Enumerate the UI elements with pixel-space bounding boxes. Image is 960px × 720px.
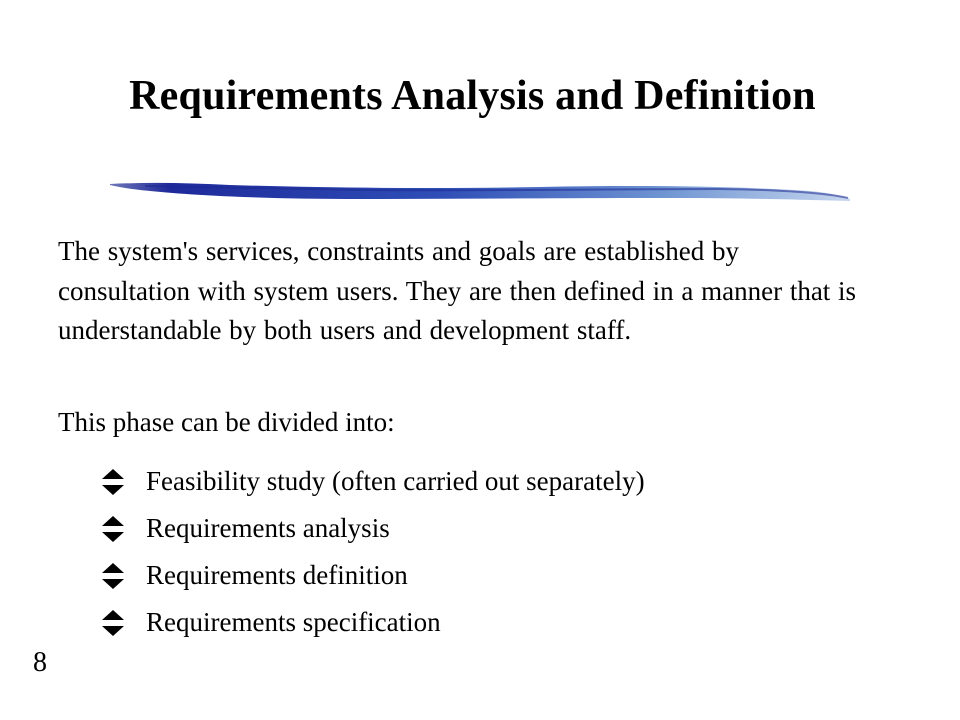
description-paragraph: The system's services, constraints and goals are established by consultation with system users. They are then defined in a manner that is understandable by both users and development staff. (58, 236, 857, 345)
phase-bullet-list (100, 458, 645, 646)
double-triangle-bullet-icon (100, 608, 126, 638)
bullet-item-requirements-definition (100, 552, 645, 599)
bullet-label: Requirements specification (146, 607, 441, 637)
bullet-item-requirements-analysis (100, 505, 645, 552)
double-triangle-bullet-icon (100, 467, 126, 497)
bullet-label: Feasibility study (often carried out separately) (146, 466, 645, 496)
slide-title: Requirements Analysis and Definition (129, 73, 816, 119)
bullet-label: Requirements analysis (146, 513, 390, 543)
double-triangle-bullet-icon (100, 561, 126, 591)
brush-stroke-divider (110, 176, 850, 208)
bullet-item-feasibility-study (100, 458, 645, 505)
page-number: 8 (33, 647, 47, 678)
bullet-item-requirements-specification (100, 599, 645, 646)
bullet-label: Requirements definition (146, 560, 408, 590)
phase-intro-text: This phase can be divided into: (58, 407, 395, 437)
double-triangle-bullet-icon (100, 514, 126, 544)
